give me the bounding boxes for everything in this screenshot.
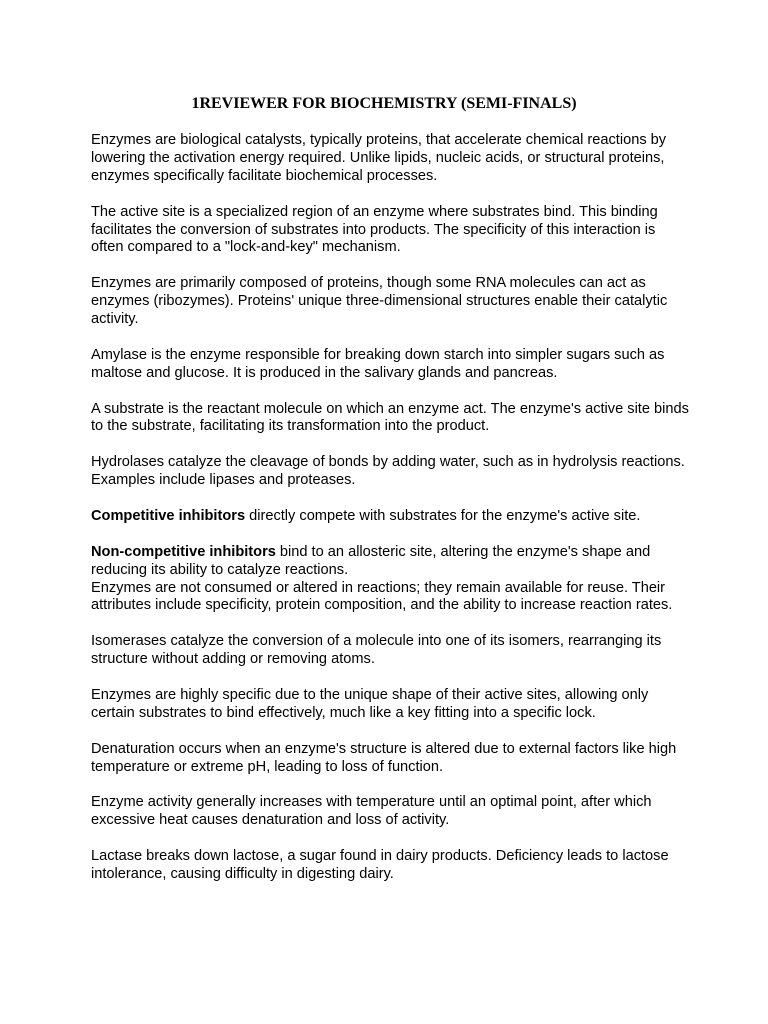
paragraph-non-competitive-inhibitors: [91, 544, 691, 580]
paragraph-text: The active site is a specialized region of an enzyme where substrates bind. This binding facilitates the conversion of substrates into products. The specificity of this interaction is often compared to a "lock-and-key" mechanism.: [91, 203, 658, 256]
paragraph-text: bind to an allosteric site, altering the enzyme's shape and reducing its ability to catalyze reactions.: [91, 543, 651, 578]
paragraph-lactase: [91, 848, 691, 884]
paragraph-text: directly compete with substrates for the enzyme's active site.: [245, 507, 641, 524]
paragraph-enzymes-definition: [91, 132, 691, 186]
paragraph-text: Isomerases catalyze the conversion of a molecule into one of its isomers, rearranging its structure without adding or removing atoms.: [91, 633, 662, 668]
paragraph-text: Hydrolases catalyze the cleavage of bonds by adding water, such as in hydrolysis reactions. Examples include lipases and proteases.: [91, 454, 685, 489]
paragraph-text: Enzymes are not consumed or altered in reactions; they remain available for reuse. Their attributes include specificity, protein composition, and the ability to increase reaction rates.: [91, 579, 673, 614]
term-bold: Non-competitive inhibitors: [91, 543, 276, 560]
paragraph-text: Lactase breaks down lactose, a sugar found in dairy products. Deficiency leads to lactose intolerance, causing difficulty in digesting dairy.: [91, 848, 669, 882]
paragraph-text: A substrate is the reactant molecule on which an enzyme act. The enzyme's active site binds to the substrate, facilitating its transformation into the product.: [91, 400, 689, 435]
paragraph-substrate: [91, 401, 691, 437]
paragraph-competitive-inhibitors: [91, 508, 691, 526]
paragraph-specificity: [91, 687, 691, 723]
paragraph-denaturation: [91, 741, 691, 777]
document-body: [91, 132, 691, 902]
paragraph-text: Amylase is the enzyme responsible for breaking down starch into simpler sugars such as maltose and glucose. It is produced in the salivary glands and pancreas.: [91, 346, 665, 381]
term-bold: Competitive inhibitors: [91, 507, 246, 524]
page-title: 1REVIEWER FOR BIOCHEMISTRY (SEMI-FINALS): [191, 95, 577, 112]
paragraph-hydrolases: [91, 454, 691, 490]
paragraph-text: Denaturation occurs when an enzyme's structure is altered due to external factors like high temperature or extreme pH, leading to loss of function.: [91, 740, 677, 775]
paragraph-enzyme-composition: [91, 275, 691, 329]
paragraph-text: Enzymes are biological catalysts, typically proteins, that accelerate chemical reactions by lowering the activation energy required. Unlike lipids, nucleic acids, or structural proteins, enzymes specifically facilitate biochemical processes.: [91, 132, 667, 184]
paragraph-enzyme-reuse: [91, 580, 691, 616]
paragraph-text: Enzyme activity generally increases with temperature until an optimal point, after which excessive heat causes denaturation and loss of activity.: [91, 794, 652, 829]
paragraph-text: Enzymes are highly specific due to the unique shape of their active sites, allowing only certain substrates to bind effectively, much like a key fitting into a specific lock.: [91, 686, 649, 721]
paragraph-amylase: [91, 347, 691, 383]
paragraph-text: Enzymes are primarily composed of proteins, though some RNA molecules can act as enzymes (ribozymes). Proteins' unique three-dimensional structures enable their catalytic activity.: [91, 275, 668, 328]
paragraph-temperature: [91, 794, 691, 830]
paragraph-isomerases: [91, 633, 691, 669]
paragraph-active-site: [91, 204, 691, 258]
